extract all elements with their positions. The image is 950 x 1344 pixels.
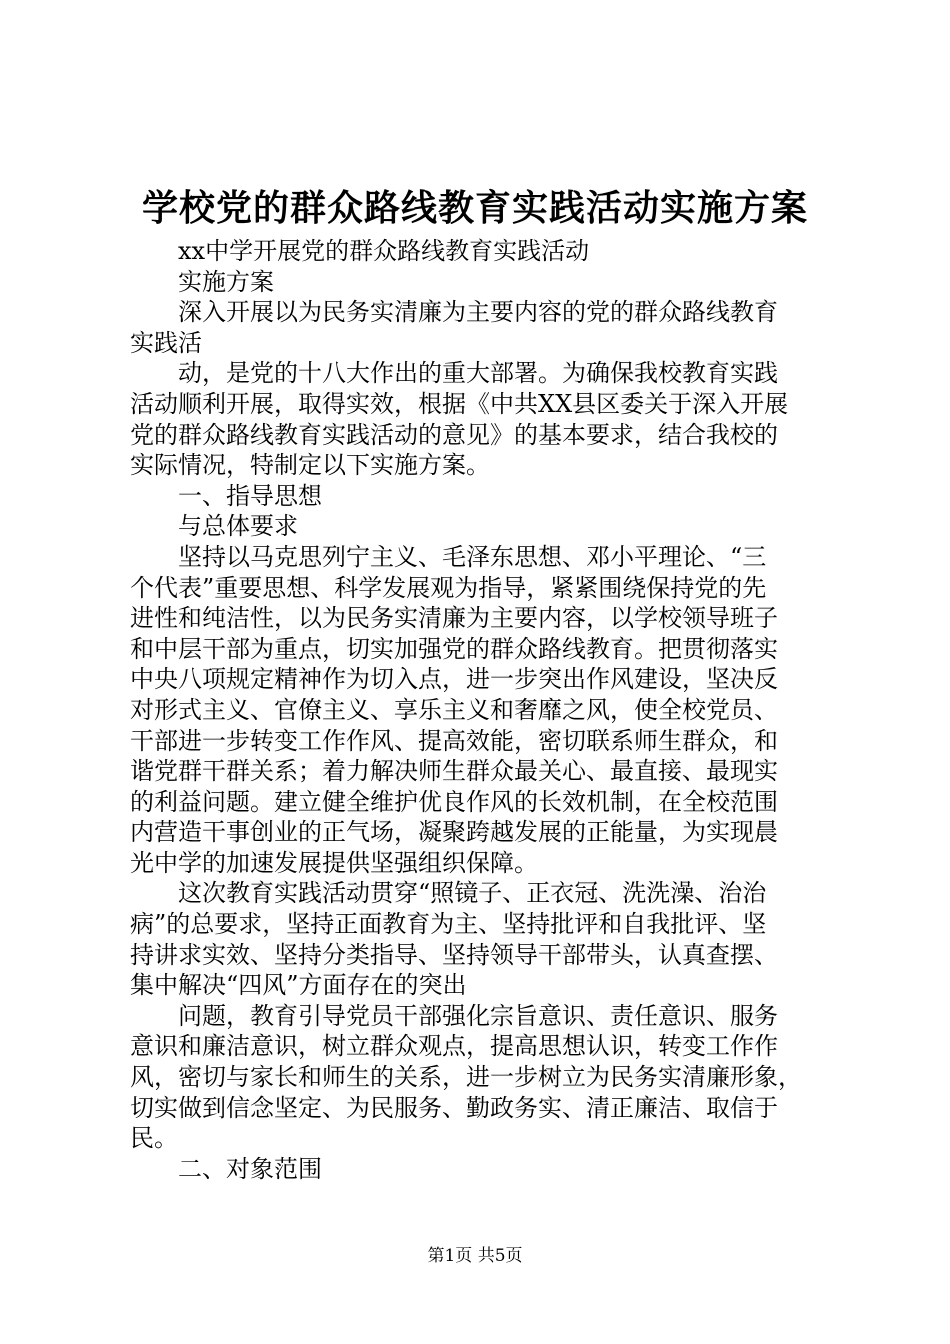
text-line: 实践活 — [130, 328, 202, 357]
text-line: 与总体要求 — [178, 512, 298, 541]
text-line: 进性和纯洁性，以为民务实清廉为主要内容，以学校领导班子 — [130, 604, 778, 633]
document-title: 学校党的群众路线教育实践活动实施方案 — [141, 187, 808, 229]
text-line: 二、对象范围 — [178, 1154, 322, 1183]
text-line: 这次教育实践活动贯穿“照镜子、正衣冠、洗洗澡、治治 — [178, 879, 767, 908]
text-line: 深入开展以为民务实清廉为主要内容的党的群众路线教育 — [178, 298, 778, 327]
text-line: 集中解决“四风”方面存在的突出 — [130, 971, 467, 1000]
text-line: 动，是党的十八大作出的重大部署。为确保我校教育实践 — [178, 359, 778, 388]
text-line: 问题，教育引导党员干部强化宗旨意识、责任意识、服务 — [178, 1001, 778, 1030]
document-body — [130, 236, 842, 1184]
text-line: 党的群众路线教育实践活动的意见》的基本要求，结合我校的 — [130, 420, 778, 449]
text-line: 的利益问题。建立健全维护优良作风的长效机制，在全校范围 — [130, 787, 778, 816]
text-line: 内营造干事创业的正气场，凝聚跨越发展的正能量，为实现晨 — [130, 818, 778, 847]
text-line: 风，密切与家长和师生的关系，进一步树立为民务实清廉形象， — [130, 1063, 802, 1092]
text-line: 活动顺利开展，取得实效，根据《中共XX县区委关于深入开展 — [130, 389, 789, 418]
text-line: 个代表”重要思想、科学发展观为指导，紧紧围绕保持党的先 — [130, 573, 767, 602]
text-line: 持讲求实效、坚持分类指导、坚持领导干部带头，认真查摆、 — [130, 940, 778, 969]
page-footer: 第1页 共5页 — [427, 1246, 523, 1266]
text-line: 坚持以马克思列宁主义、毛泽东思想、邓小平理论、“三 — [178, 542, 767, 571]
text-line: 对形式主义、官僚主义、享乐主义和奢靡之风，使全校党员、 — [130, 695, 778, 724]
text-line: 干部进一步转变工作作风、提高效能，密切联系师生群众，和 — [130, 726, 778, 755]
text-line: 病”的总要求，坚持正面教育为主、坚持批评和自我批评、坚 — [130, 910, 767, 939]
text-line: xx中学开展党的群众路线教育实践活动 — [178, 237, 590, 265]
text-line: 光中学的加速发展提供坚强组织保障。 — [130, 848, 538, 877]
text-line: 中央八项规定精神作为切入点，进一步突出作风建设，坚决反 — [130, 665, 778, 694]
text-line: 谐党群干群关系；着力解决师生群众最关心、最直接、最现实 — [130, 757, 778, 786]
text-line: 民。 — [130, 1124, 178, 1153]
text-line: 和中层干部为重点，切实加强党的群众路线教育。把贯彻落实 — [130, 634, 778, 663]
text-line: 一、指导思想 — [178, 481, 322, 510]
text-line: 意识和廉洁意识，树立群众观点，提高思想认识，转变工作作 — [130, 1032, 778, 1061]
text-line: 实际情况，特制定以下实施方案。 — [130, 451, 490, 480]
text-line: 实施方案 — [178, 267, 274, 296]
text-line: 切实做到信念坚定、为民服务、勤政务实、清正廉洁、取信于 — [130, 1093, 778, 1122]
